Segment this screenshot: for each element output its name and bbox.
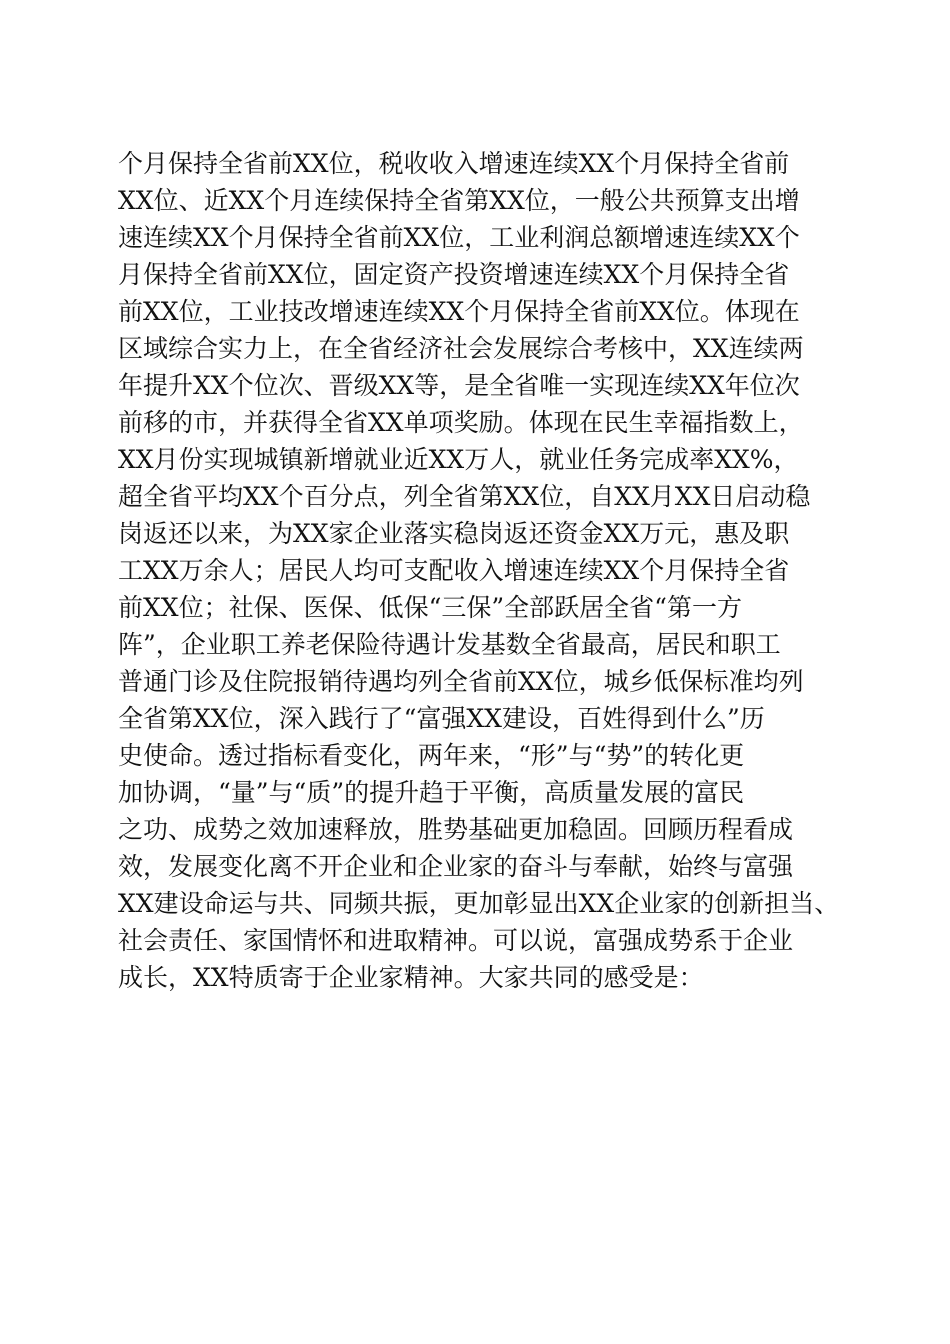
- body-paragraph: [118, 145, 848, 996]
- text-line: 个月保持全省前XX位，税收收入增速连续XX个月保持全省前: [118, 149, 790, 178]
- text-line: 工XX万余人；居民人均可支配收入增速连续XX个月保持全省: [118, 556, 790, 585]
- text-line: 前移的市，并获得全省XX单项奖励。体现在民生幸福指数上，: [118, 408, 804, 437]
- text-line: 社会责任、家国情怀和进取精神。可以说，富强成势系于企业: [118, 926, 794, 955]
- text-line: 成长，XX特质寄于企业家精神。大家共同的感受是：: [118, 963, 704, 992]
- text-line: 效，发展变化离不开企业和企业家的奋斗与奉献，始终与富强: [118, 852, 794, 881]
- text-line: 阵”，企业职工养老保险待遇计发基数全省最高，居民和职工: [118, 630, 781, 659]
- text-line: 普通门诊及住院报销待遇均列全省前XX位，城乡低保标准均列: [118, 667, 804, 696]
- text-line: 超全省平均XX个百分点，列全省第XX位，自XX月XX日启动稳: [118, 482, 811, 511]
- text-line: XX月份实现城镇新增就业近XX万人，就业任务完成率XX%，: [118, 445, 799, 474]
- text-line: 之功、成势之效加速释放，胜势基础更加稳固。回顾历程看成: [118, 815, 794, 844]
- text-line: 前XX位，工业技改增速连续XX个月保持全省前XX位。体现在: [118, 297, 800, 326]
- text-line: 年提升XX个位次、晋级XX等，是全省唯一实现连续XX年位次: [118, 371, 800, 400]
- text-line: XX建设命运与共、同频共振，更加彰显出XX企业家的创新担当、: [118, 889, 840, 918]
- text-line: 速连续XX个月保持全省前XX位，工业利润总额增速连续XX个: [118, 223, 800, 252]
- text-line: 加协调，“量”与“质”的提升趋于平衡，高质量发展的富民: [118, 778, 745, 807]
- text-line: 前XX位；社保、医保、低保“三保”全部跃居全省“第一方: [118, 593, 742, 622]
- text-line: XX位、近XX个月连续保持全省第XX位，一般公共预算支出增: [118, 186, 800, 215]
- text-line: 月保持全省前XX位，固定资产投资增速连续XX个月保持全省: [118, 260, 790, 289]
- text-line: 全省第XX位，深入践行了“富强XX建设，百姓得到什么”历: [118, 704, 765, 733]
- text-line: 区域综合实力上，在全省经济社会发展综合考核中，XX连续两: [118, 334, 804, 363]
- text-line: 岗返还以来，为XX家企业落实稳岗返还资金XX万元，惠及职: [118, 519, 790, 548]
- text-line: 史使命。透过指标看变化，两年来，“形”与“势”的转化更: [118, 741, 745, 770]
